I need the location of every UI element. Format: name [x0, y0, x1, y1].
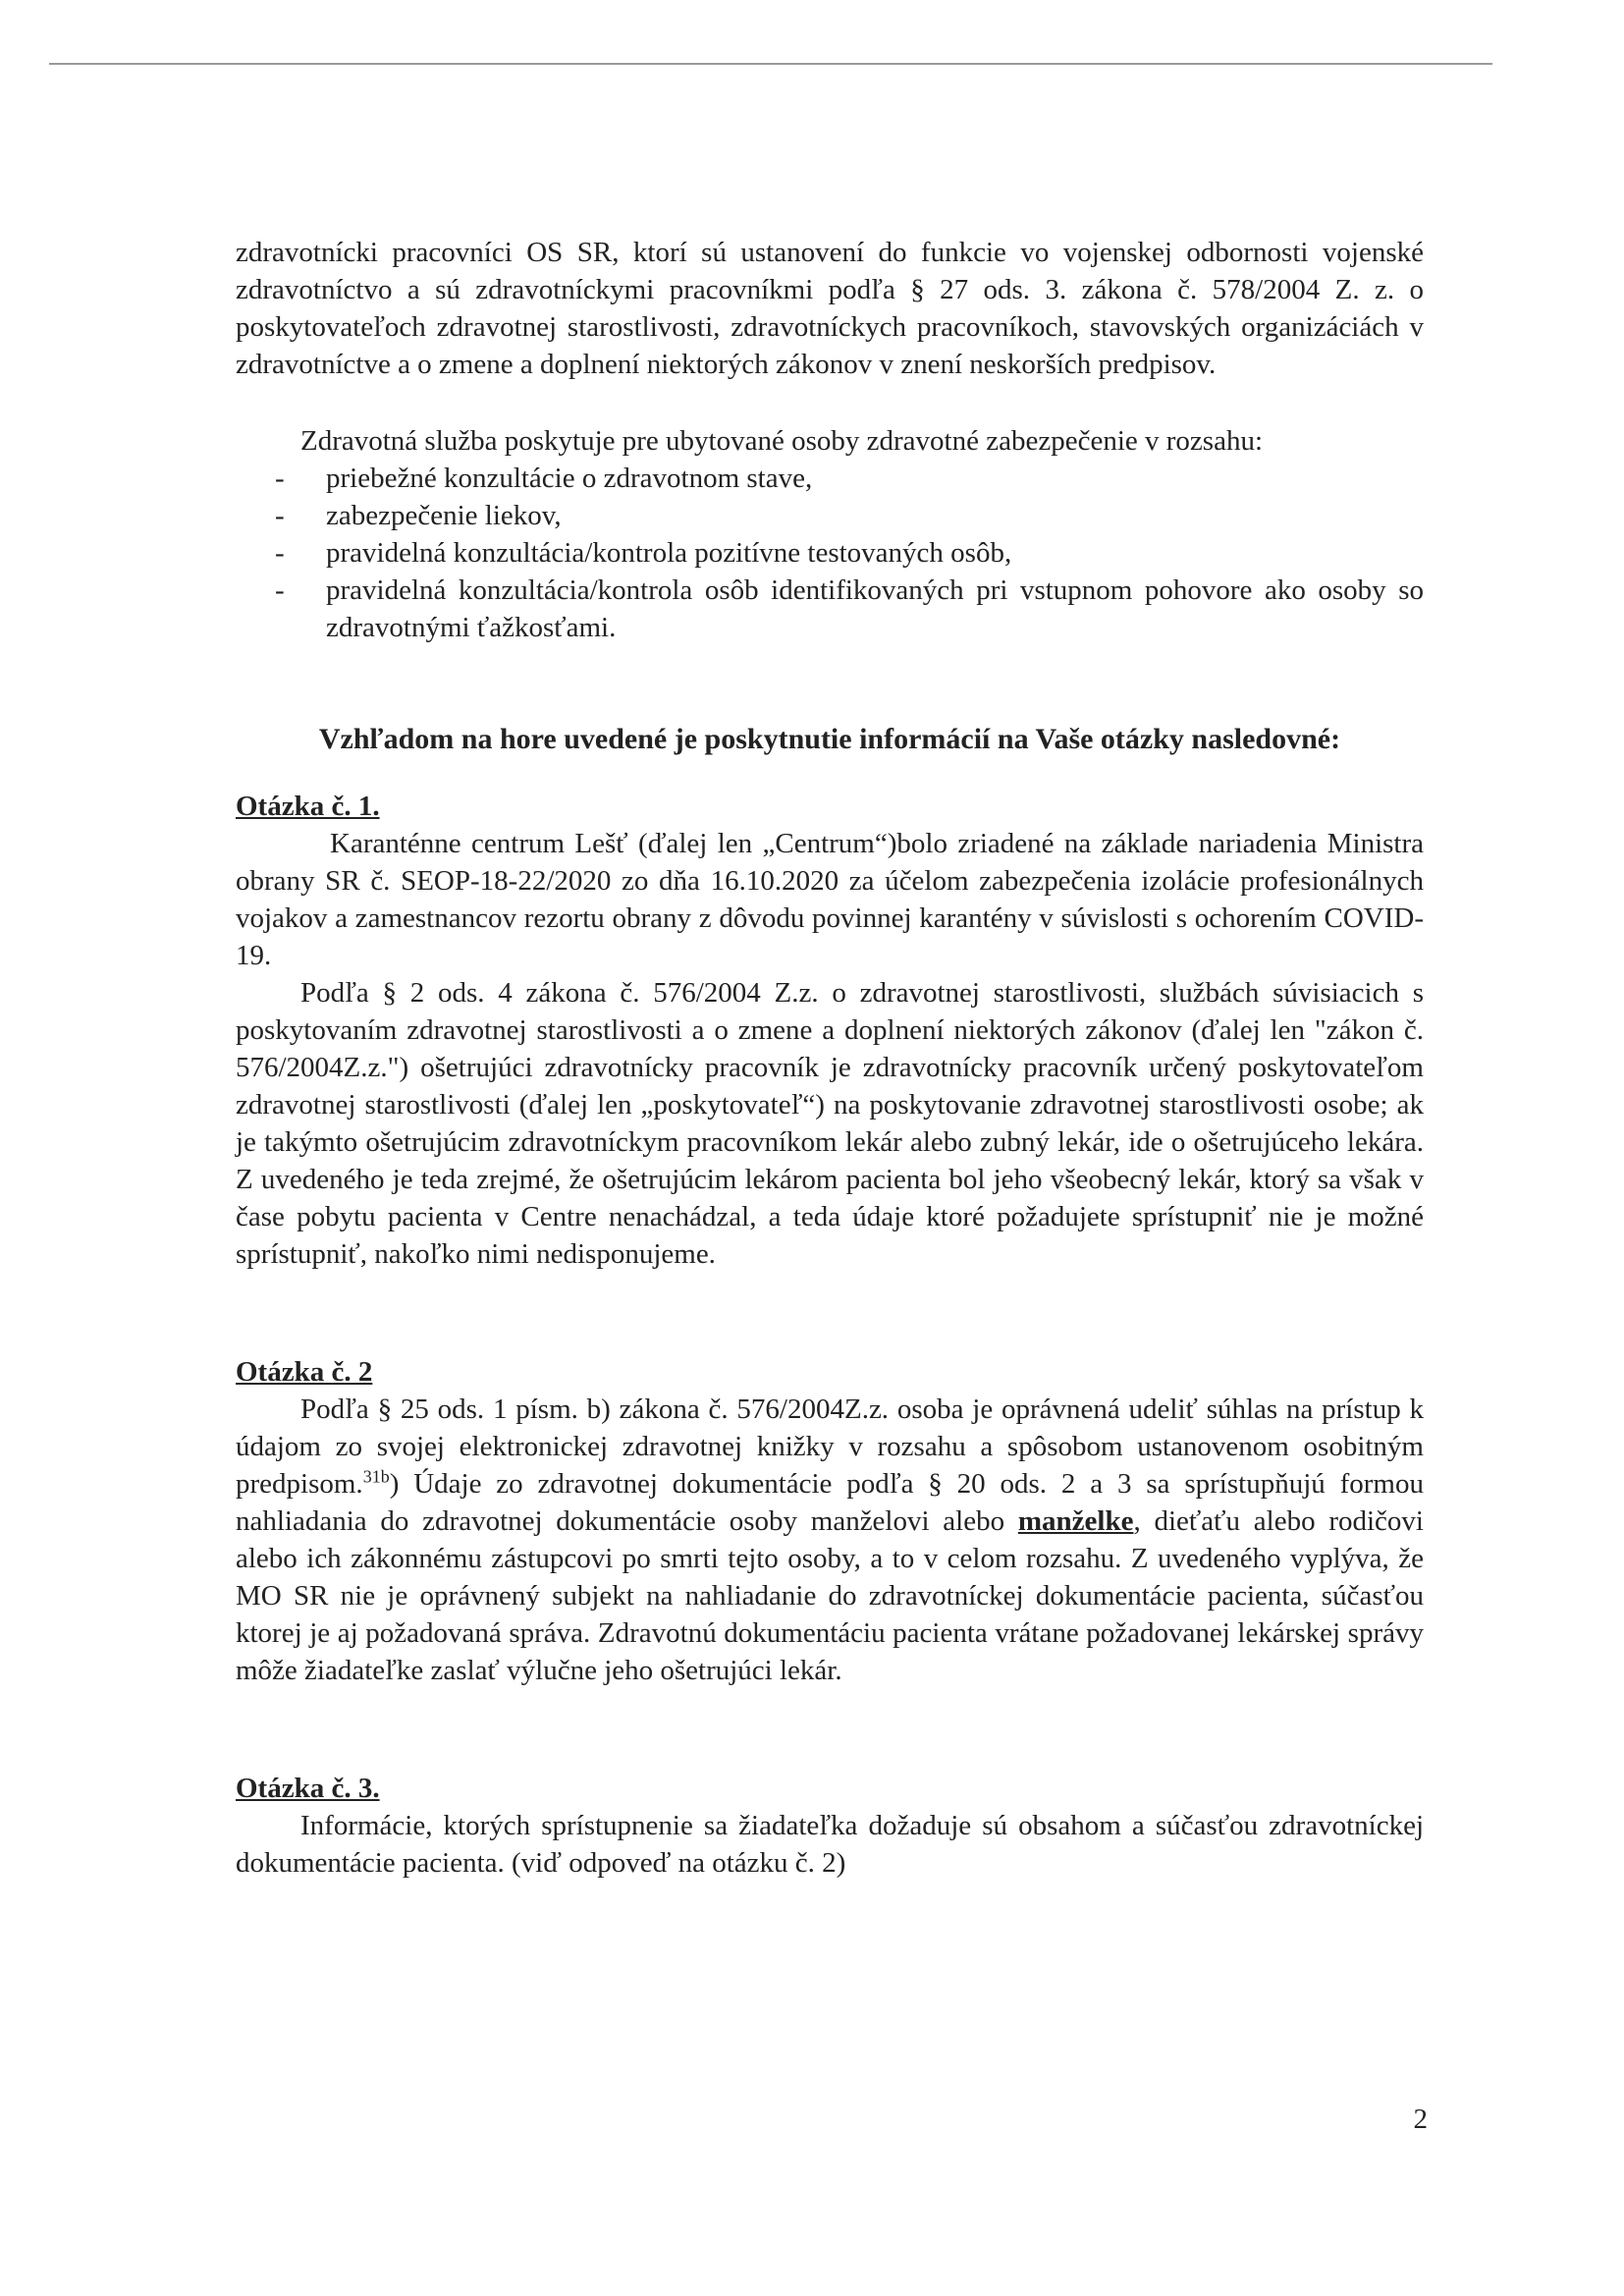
question-3-paragraph: Informácie, ktorých sprístupnenie sa žiadateľka dožaduje sú obsahom a súčasťou zdravotníckej dokumentácie pacienta. (viď odpoveď na otázku č. 2): [236, 1810, 1424, 1879]
section-heading: Vzhľadom na hore uvedené je poskytnutie informácií na Vaše otázky nasledovné:: [318, 723, 1341, 755]
list-item: - priebežné konzultácie o zdravotnom stave,: [236, 460, 1424, 497]
question-1-paragraph-1: Karanténne centrum Lešť (ďalej len „Centrum“)bolo zriadené na základe nariadenia Ministra obrany SR č. SEOP-18-22/2020 zo dňa 16.10.2020 za účelom zabezpečenia izolácie profesionálnych vojakov a zamestnancov rezortu obrany z dôvodu povinnej karantény v súvislosti s ochorením COVID- 19.: [236, 828, 1424, 971]
scan-top-line: [49, 63, 1492, 65]
question-2-title: Otázka č. 2: [236, 1356, 373, 1388]
question-2-text-a: Podľa § 25 ods. 1 písm. b) zákona č. 576/2004Z.z. osoba je oprávnená udeliť súhlas na prístup k údajom zo svojej elektronickej zdravotnej knižky v rozsahu a spôsobom ustanovenom osobitným predpisom.: [236, 1394, 1424, 1500]
question-2-text-c: , dieťaťu alebo rodičovi alebo ich zákonnému zástupcovi po smrti tejto osoby, a to v celom rozsahu. Z uvedeného vyplýva, že MO SR nie je oprávnený subjekt na nahliadanie do zdravotníckej dokumentácie pacienta, súčasťou ktorej je aj požadovaná správa. Zdravotnú dokumentáciu pacienta vrátane požadovanej lekárskej správy môže žiadateľke zaslať výlučne jeho ošetrujúci lekár.: [236, 1505, 1424, 1686]
list-item: - zabezpečenie liekov,: [236, 497, 1424, 534]
question-2-text-b: ) Údaje zo zdravotnej dokumentácie podľa § 20 ods. 2 a 3 sa sprístupňujú formou nahliadania do zdravotnej dokumentácie osoby manželovi alebo: [236, 1468, 1424, 1537]
question-3-title: Otázka č. 3.: [236, 1773, 380, 1804]
intro-paragraph: zdravotnícki pracovníci OS SR, ktorí sú ustanovení do funkcie vo vojenskej odbornosti vojenské zdravotníctvo a sú zdravotníckymi pracovníkmi podľa § 27 ods. 3. zákona č. 578/2004 Z. z. o poskytovateľoch zdravotnej starostlivosti, zdravotníckych pracovníkoch, stavovských organizáciách v zdravotníctve a o zmene a doplnení niektorých zákonov v znení neskorších predpisov.: [236, 237, 1424, 380]
emphasis-word: manželke: [1017, 1505, 1134, 1537]
service-list: [236, 460, 1424, 646]
question-2-paragraph: [236, 1391, 1424, 1689]
document-body: [236, 234, 1424, 1882]
list-item: - pravidelná konzultácia/kontrola pozitívne testovaných osôb,: [236, 534, 1424, 572]
page-number: 2: [1413, 2104, 1428, 2135]
list-item: - pravidelná konzultácia/kontrola osôb identifikovaných pri vstupnom pohovore ako osoby so zdravotnými ťažkosťami.: [236, 572, 1424, 646]
question-1-paragraph-2: Podľa § 2 ods. 4 zákona č. 576/2004 Z.z. o zdravotnej starostlivosti, službách súvisiacich s poskytovaním zdravotnej starostlivosti a o zmene a doplnení niektorých zákonov (ďalej len "zákon č. 576/2004Z.z.") ošetrujúci zdravotnícky pracovník je zdravotnícky pracovník určený poskytovateľom zdravotnej starostlivosti (ďalej len „poskytovateľ“) na poskytovanie zdravotnej starostlivosti osobe; ak je takýmto ošetrujúcim zdravotníckym pracovníkom lekár alebo zubný lekár, ide o ošetrujúceho lekára. Z uvedeného je teda zrejmé, že ošetrujúcim lekárom pacienta bol jeho všeobecný lekár, ktorý sa však v čase pobytu pacienta v Centre nenachádzal, a teda údaje ktoré požadujete sprístupniť nie je možné sprístupniť, nakoľko nimi nedisponujeme.: [236, 977, 1424, 1270]
question-1-title: Otázka č. 1.: [236, 791, 380, 822]
footnote-ref: 31b: [362, 1466, 390, 1487]
service-lead: Zdravotná služba poskytuje pre ubytované osoby zdravotné zabezpečenie v rozsahu:: [300, 425, 1263, 457]
